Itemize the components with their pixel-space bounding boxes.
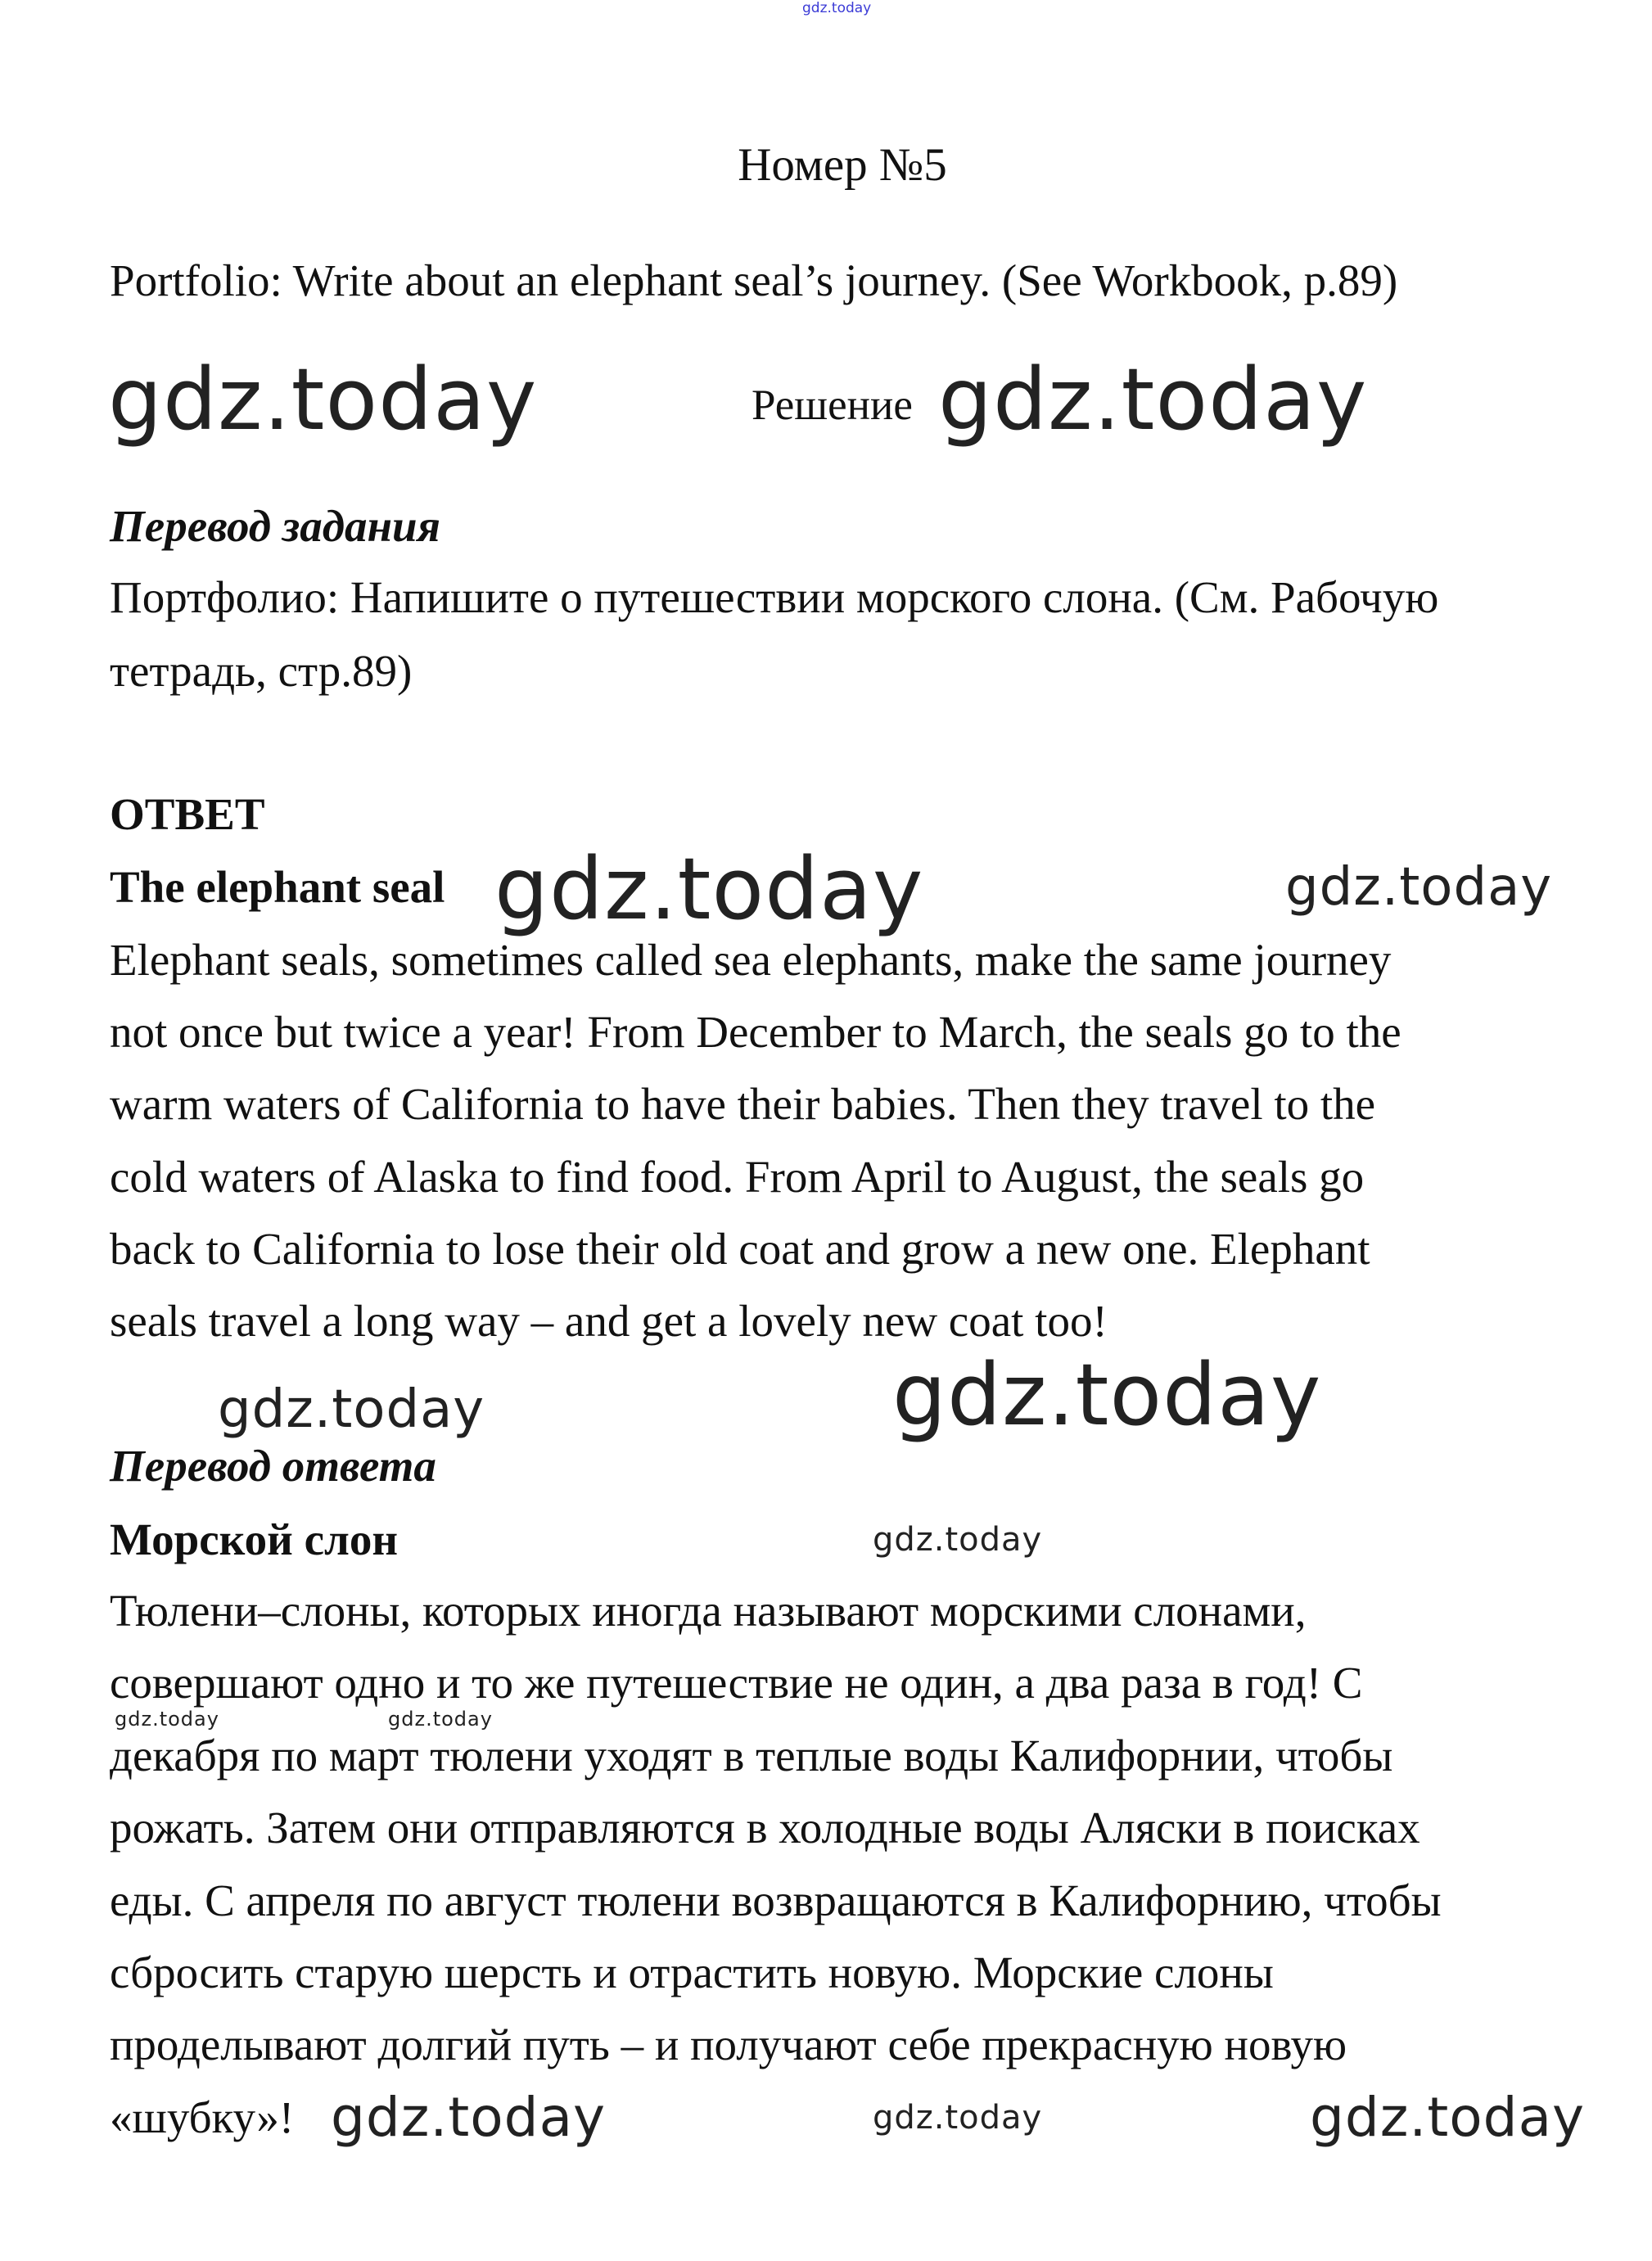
- watermark: gdz.today: [388, 1708, 493, 1731]
- answer-translation-line: «шубку»!: [110, 2092, 295, 2142]
- answer-translation-title: Морской слон: [110, 1514, 399, 1564]
- answer-line: back to California to lose their old coat and grow a new one. Elephant: [110, 1224, 1370, 1274]
- answer-heading: ОТВЕТ: [110, 789, 265, 839]
- watermark-top: gdz.today: [802, 0, 872, 16]
- translation-line: Портфолио: Напишите о путешествии морского слона. (См. Рабочую: [110, 572, 1439, 622]
- solution-label: Решение: [752, 381, 913, 429]
- answer-line: cold waters of Alaska to find food. From April to August, the seals go: [110, 1152, 1365, 1202]
- answer-translation-line: декабря по март тюлени уходят в теплые воды Калифорнии, чтобы: [110, 1731, 1393, 1780]
- watermark: gdz.today: [873, 1521, 1043, 1559]
- translation-line: тетрадь, стр.89): [110, 646, 413, 696]
- watermark: gdz.today: [331, 2086, 607, 2149]
- answer-line: Elephant seals, sometimes called sea elephants, make the same journey: [110, 935, 1392, 985]
- page-title: Номер №5: [738, 139, 947, 191]
- answer-translation-line: Тюлени–слоны, которых иногда называют морскими слонами,: [110, 1586, 1307, 1636]
- answer-translation-line: сбросить старую шерсть и отрастить новую. Морские слоны: [110, 1947, 1274, 1997]
- watermark: gdz.today: [108, 350, 538, 449]
- answer-line: not once but twice a year! From December to March, the seals go to the: [110, 1007, 1401, 1057]
- task-text: Portfolio: Write about an elephant seal’s journey. (See Workbook, p.89): [110, 255, 1398, 305]
- translation-heading: Перевод задания: [110, 501, 440, 551]
- answer-translation-line: совершают одно и то же путешествие не один, а два раза в год! С: [110, 1658, 1363, 1708]
- answer-translation-line: проделывают долгий путь – и получают себе прекрасную новую: [110, 2020, 1347, 2069]
- watermark: gdz.today: [1285, 857, 1553, 918]
- watermark: gdz.today: [1310, 2086, 1586, 2149]
- watermark: gdz.today: [494, 839, 924, 939]
- watermark: gdz.today: [218, 1379, 485, 1440]
- watermark: gdz.today: [115, 1708, 219, 1731]
- watermark: gdz.today: [938, 350, 1368, 449]
- answer-translation-line: еды. С апреля по август тюлени возвращаются в Калифорнию, чтобы: [110, 1875, 1442, 1925]
- watermark: gdz.today: [892, 1345, 1322, 1445]
- answer-translation-heading: Перевод ответа: [110, 1441, 436, 1491]
- answer-line: warm waters of California to have their babies. Then they travel to the: [110, 1079, 1376, 1129]
- answer-translation-line: рожать. Затем они отправляются в холодные воды Аляски в поисках: [110, 1803, 1420, 1853]
- answer-title: The elephant seal: [110, 862, 445, 912]
- watermark: gdz.today: [873, 2099, 1043, 2137]
- answer-line: seals travel a long way – and get a lovely new coat too!: [110, 1296, 1108, 1346]
